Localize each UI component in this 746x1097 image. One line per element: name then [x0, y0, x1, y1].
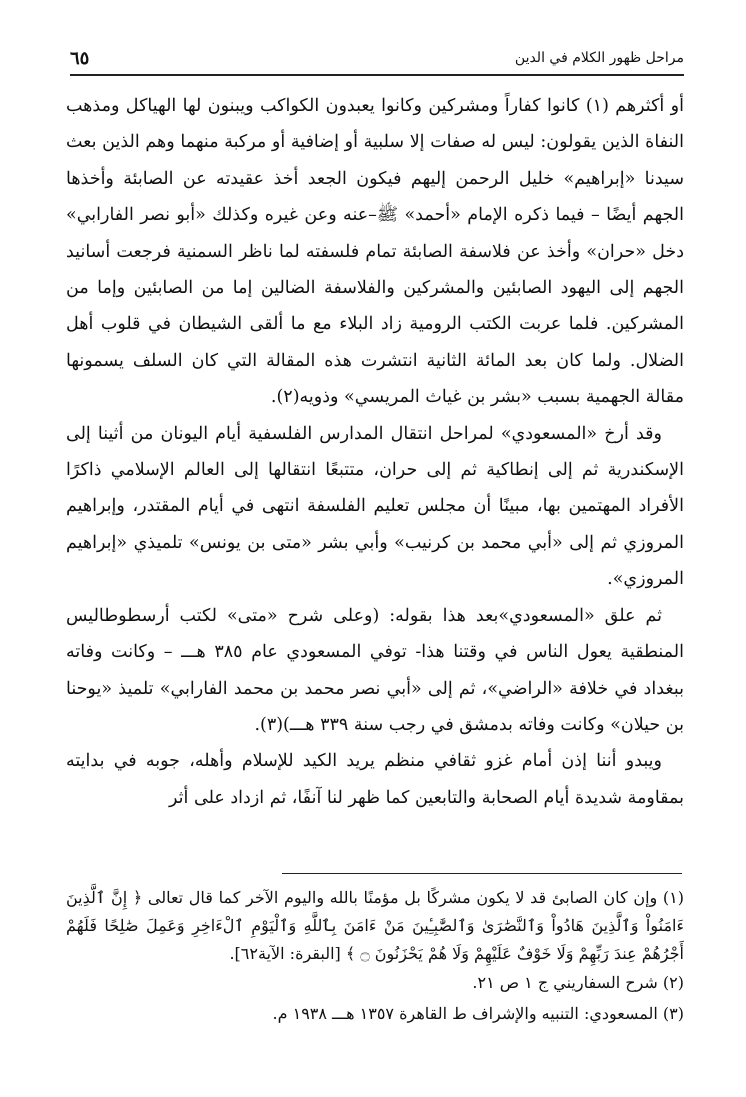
paragraph-1: أو أكثرهم (١) كانوا كفاراً ومشركين وكانوا يعبدون الكواكب ويبنون لها الهياكل ومذهب النفاة الذين يقولون: ليس له صفات إلا سلبية أو إضافية أو مركبة منهما وهم الذين بعث سيدنا «إبراهيم» خليل الرحمن إليهم فيكون الجعد أخذ عقيدته عن الصابئة وأخذها الجهم أيضًا – فيما ذكره الإمام «أحمد» ﷺ–عنه وعن غيره وكذلك «أبو نصر الفارابي» دخل «حران» وأخذ عن فلاسفة الصابئة تمام فلسفته لما ناظر السمنية فرجعت أسانيد الجهم إلى اليهود الصابئين والمشركين والفلاسفة الضالين إما من الصابئين وإما من المشركين. فلما عربت الكتب الرومية زاد البلاء مع ما ألقى الشيطان في قلوب أهل الضلال. ولما كان بعد المائة الثانية انتشرت هذه المقالة التي كان السلف يسمونها مقالة الجهمية بسبب «بشر بن غياث المريسي» وذويه(٢).: [66, 96, 684, 408]
footnote-1: (١) وإن كان الصابئ قد لا يكون مشركًا بل مؤمنًا بالله واليوم الآخر كما قال تعالى ﴿ إِنَّ ٱلَّذِينَ ءَامَنُواْ وَٱلَّذِينَ هَادُواْ وَٱلنَّصَٰرَىٰ وَٱلصَّٰبِـِٔينَ مَنْ ءَامَنَ بِٱللَّهِ وَٱلْيَوْمِ ٱلْءَاخِرِ وَعَمِلَ صَٰلِحًا فَلَهُمْ أَجْرُهُمْ عِندَ رَبِّهِمْ وَلَا خَوْفٌ عَلَيْهِمْ وَلَا هُمْ يَحْزَنُونَ ۝ ﴾ [البقرة: الآية٦٢].: [66, 888, 685, 963]
main-text: [66, 88, 684, 816]
footnote-separator: [282, 873, 682, 874]
paragraph-2: وقد أرخ «المسعودي» لمراحل انتقال المدارس الفلسفية أيام اليونان من أثينا إلى الإسكندرية ثم إلى إنطاكية ثم إلى حران، متتبعًا انتقالها إلى العالم الإسلامي ذاكرًا الأفراد المهتمين بها، مبينًا أن مجلس تعليم الفلسفة انتهى في أيام المقتدر، وإبراهيم المروزي ثم إلى «أبي محمد بن كرنيب» وأبي بشر «متى بن يونس» تلميذي «إبراهيم المروزي».: [66, 423, 684, 590]
page-number: ٦٥: [70, 48, 90, 69]
footnote-3: (٣) المسعودي: التنبيه والإشراف ط القاهرة ١٣٥٧ هـــ ١٩٣٨ م.: [272, 1003, 684, 1023]
footnotes: [66, 884, 684, 1029]
paragraph-4: ويبدو أننا إذن أمام غزو ثقافي منظم يريد الكيد للإسلام وأهله، جوبه في بدايته بمقاومة شديدة أيام الصحابة والتابعين كما ظهر لنا آنفًا، ثم ازداد على أثر: [66, 751, 684, 808]
page-header: [70, 48, 684, 76]
paragraph-3: ثم علق «المسعودي»بعد هذا بقوله: (وعلى شرح «متى» لكتب أرسطوطاليس المنطقية يعول الناس في وقتنا هذا- توفي المسعودي عام ٣٨٥ هـــ – وكانت وفاته ببغداد في خلافة «الراضي»، ثم إلى «أبي نصر محمد بن محمد الفارابي» تلميذ «يوحنا بن حيلان» وكانت وفاته بدمشق في رجب سنة ٣٣٩ هـــ)(٣).: [66, 605, 684, 735]
running-title: مراحل ظهور الكلام في الدين: [514, 50, 684, 66]
footnote-2: (٢) شرح السفاريني ج ١ ص ٢١.: [472, 973, 684, 992]
